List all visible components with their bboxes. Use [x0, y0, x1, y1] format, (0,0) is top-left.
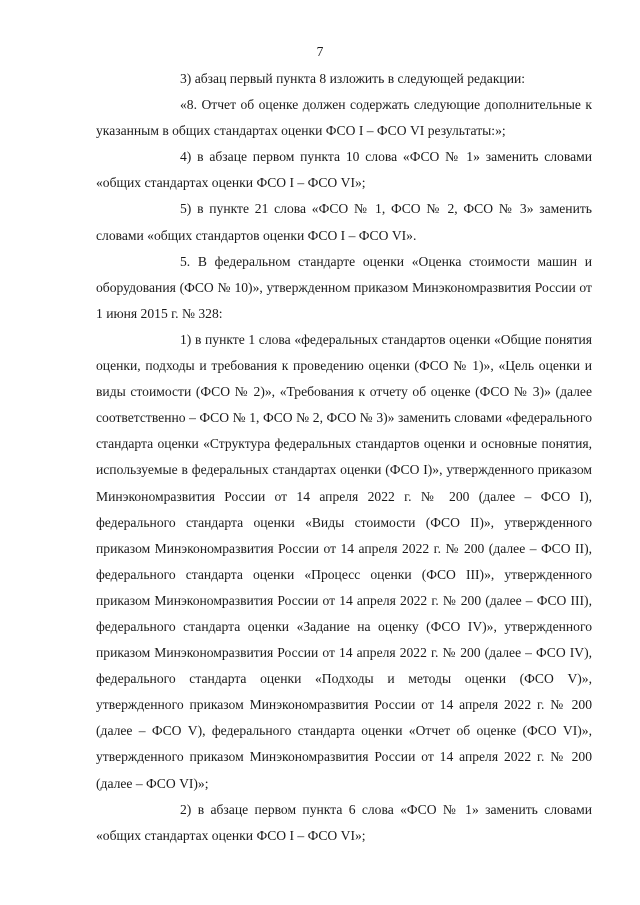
paragraph-number: 5.	[180, 253, 191, 269]
paragraph-item-3	[96, 66, 592, 92]
paragraph-number: 2)	[180, 801, 192, 817]
paragraph-item-1	[96, 327, 592, 797]
paragraph-number: 4)	[180, 149, 192, 165]
page-number: 7	[316, 44, 324, 59]
paragraph-number: 1)	[180, 331, 192, 347]
paragraph-text: В федеральном стандарте оценки «Оценка стоимости машин и оборудования (ФСО № 10)», утвержденном приказом Минэкономразвития России от 1 июня 2015 г. № 328:	[96, 253, 592, 321]
paragraph-item-5	[96, 196, 592, 248]
paragraph-text: в абзаце первом пункта 6 слова «ФСО № 1» заменить словами «общих стандартах оценки ФСО I – ФСО VI»;	[96, 801, 592, 843]
paragraph-text: в пункте 1 слова «федеральных стандартов оценки «Общие понятия оценки, подходы и требования к проведению оценки (ФСО № 1)», «Цель оценки и виды стоимости (ФСО № 2)», «Требования к отчету об оценке (ФСО № 3)» (далее соответственно – ФСО № 1, ФСО № 2, ФСО № 3)» заменить словами «федерального стандарта оценки «Структура федеральных стандартов оценки и основные понятия, используемые в федеральных стандартах оценки (ФСО I)», утвержденного приказом Минэкономразвития России от 14 апреля 2022 г. № 200 (далее – ФСО I), федерального стандарта оценки «Виды стоимости (ФСО II)», утвержденного приказом Минэкономразвития России от 14 апреля 2022 г. № 200 (далее – ФСО II), федерального стандарта оценки «Процесс оценки (ФСО III)», утвержденного приказом Минэкономразвития России от 14 апреля 2022 г. № 200 (далее – ФСО III), федерального стандарта оценки «Задание на оценку (ФСО IV)», утвержденного приказом Минэкономразвития России от 14 апреля 2022 г. № 200 (далее – ФСО IV), федерального стандарта оценки «Подходы и методы оценки (ФСО V)», утвержденного приказом Минэкономразвития России от 14 апреля 2022 г. № 200 (далее – ФСО V), федерального стандарта оценки «Отчет об оценке (ФСО VI)», утвержденного приказом Минэкономразвития России от 14 апреля 2022 г. № 200 (далее – ФСО VI)»;	[96, 331, 592, 791]
paragraph-section-5	[96, 249, 592, 327]
paragraph-item-2	[96, 797, 592, 849]
document-body	[96, 66, 592, 849]
paragraph-item-4	[96, 144, 592, 196]
paragraph-text: Отчет об оценке должен содержать следующие дополнительные к указанным в общих стандартах оценки ФСО I – ФСО VI результаты:»;	[96, 97, 592, 139]
paragraph-number: 3)	[180, 71, 192, 86]
paragraph-item-8-quote	[96, 92, 592, 144]
paragraph-text: абзац первый пункта 8 изложить в следующей редакции:	[194, 71, 526, 86]
paragraph-text: в пункте 21 слова «ФСО № 1, ФСО № 2, ФСО № 3» заменить словами «общих стандартов оценки ФСО I – ФСО VI».	[96, 201, 592, 243]
paragraph-text: в абзаце первом пункта 10 слова «ФСО № 1» заменить словами «общих стандартах оценки ФСО I – ФСО VI»;	[96, 149, 592, 191]
paragraph-number: 5)	[180, 201, 192, 217]
paragraph-number: «8.	[180, 97, 197, 113]
